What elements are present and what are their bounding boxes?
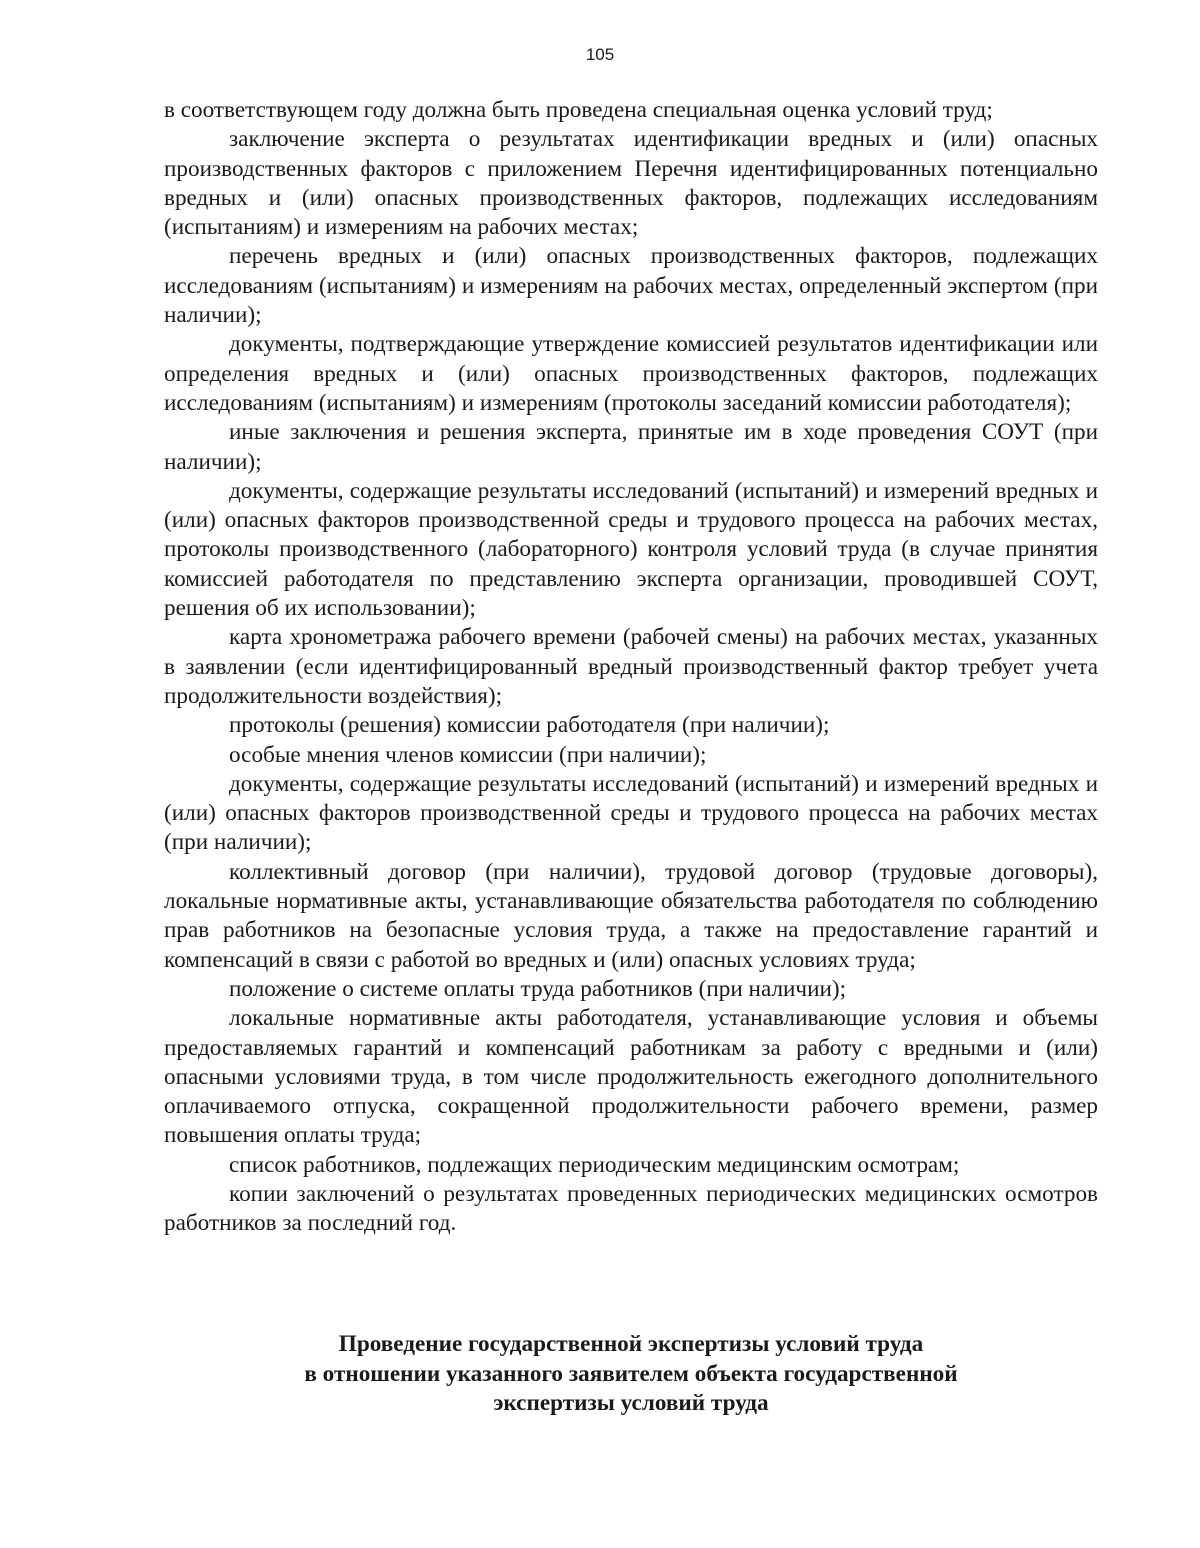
list-item: список работников, подлежащих периодическим медицинским осмотрам; [229,1151,960,1178]
list-item: иные заключения и решения эксперта, принятые им в ходе проведения СОУТ (при наличии); [164,419,1098,475]
list-item: положение о системе оплаты труда работников (при наличии); [229,975,847,1002]
list-item: локальные нормативные акты работодателя, устанавливающие условия и объемы предоставляемых гарантий и компенсаций работникам за работу с вредными и (или) опасными условиями труда, в том числе продолжительность ежегодного дополнительного оплачиваемого отпуска, сокращенной продолжительности рабочего времени, размер повышения оплаты труда; [164,1005,1098,1149]
list-item: копии заключений о результатах проведенных периодических медицинских осмотров работников за последний год. [164,1180,1098,1237]
list-item: коллективный договор (при наличии), трудовой договор (трудовые договоры), локальные нормативные акты, устанавливающие обязательства работодателя по соблюдению прав работников на безопасные условия труда, а также на предоставление гарантий и компенсаций в связи с работой во вредных и (или) опасных условиях труда; [164,858,1098,973]
list-item: документы, содержащие результаты исследований (испытаний) и измерений вредных и (или) опасных факторов производственной среды и трудового процесса на рабочих местах, протоколы производственного (лабораторного) контроля условий труда (в случае принятия комиссией работодателя по представлению эксперта организации, проводившей СОУТ, решения об их использовании); [164,477,1098,622]
paragraph-continuation: в соответствующем году должна быть проведена специальная оценка условий труд; [164,97,993,123]
list-item: протоколы (решения) комиссии работодателя (при наличии); [229,712,830,739]
section-heading [164,1330,1098,1419]
list-item: карта хронометража рабочего времени (рабочей смены) на рабочих местах, указанных в заявлении (если идентифицированный вредный производственный фактор требует учета продолжительности воздействия); [164,624,1098,709]
list-item: особые мнения членов комиссии (при наличии); [229,741,707,768]
section-heading-line: Проведение государственной экспертизы условий труда [338,1331,924,1357]
body-text [164,96,1098,1239]
section-heading-line: в отношении указанного заявителем объекта государственной [304,1360,958,1387]
section-heading-line: экспертизы условий труда [493,1390,769,1416]
list-item: документы, содержащие результаты исследований (испытаний) и измерений вредных и (или) опасных факторов производственной среды и трудового процесса на рабочих местах (при наличии); [164,770,1098,856]
list-item: заключение эксперта о результатах идентификации вредных и (или) опасных производственных факторов с приложением Перечня идентифицированных потенциально вредных и (или) опасных производственных факторов, подлежащих исследованиям (испытаниям) и измерениям на рабочих местах; [164,126,1098,241]
list-item: перечень вредных и (или) опасных производственных факторов, подлежащих исследованиям (испытаниям) и измерениям на рабочих местах, определенный экспертом (при наличии); [164,243,1098,329]
list-item: документы, подтверждающие утверждение комиссией результатов идентификации или определения вредных и (или) опасных производственных факторов, подлежащих исследованиям (испытаниям) и измерениям (протоколы заседаний комиссии работодателя); [164,331,1098,416]
page-number: 105 [585,45,615,64]
